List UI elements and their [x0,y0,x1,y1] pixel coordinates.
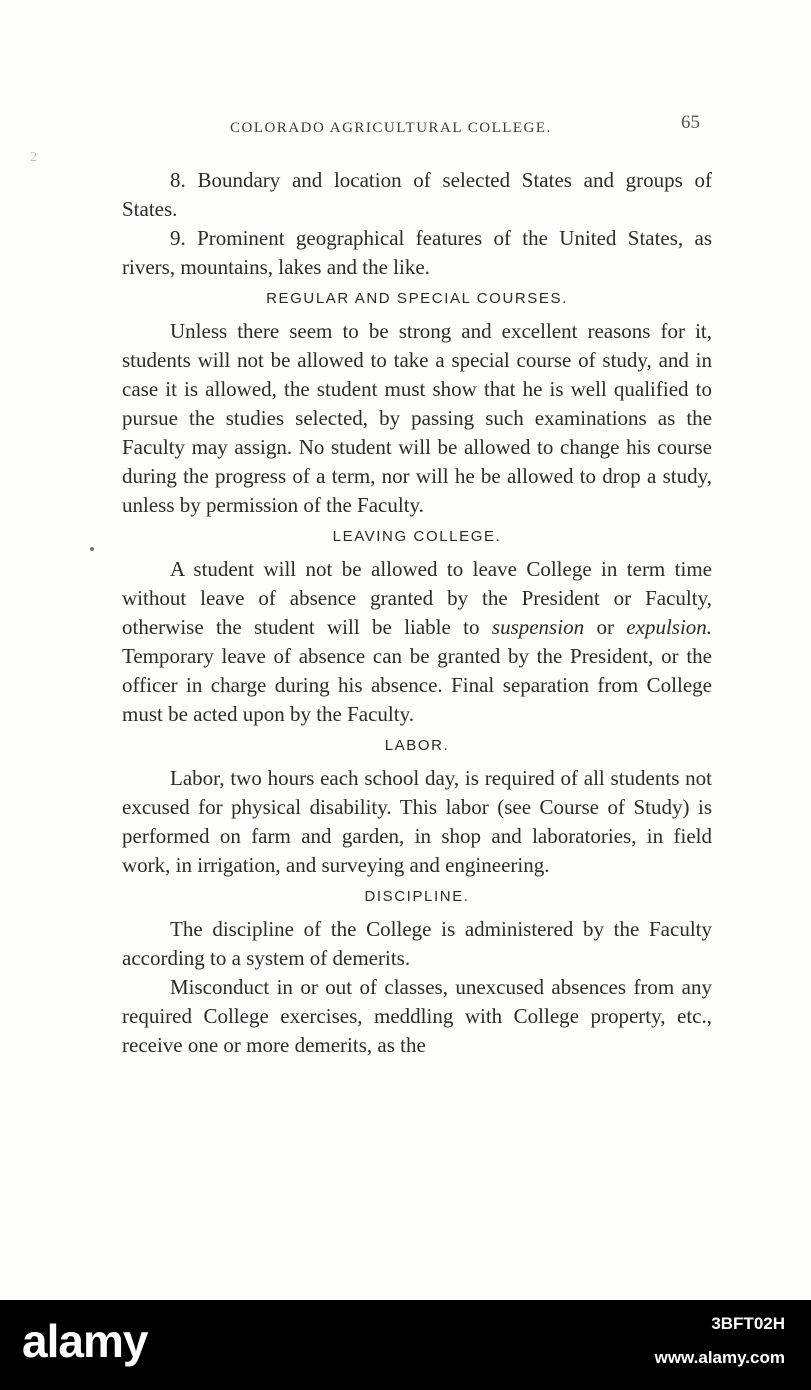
leaving-or: or [596,615,614,639]
emphasis-expulsion: expulsion. [626,615,713,639]
alamy-logo: alamy [22,1315,148,1367]
watermark-banner [0,1300,811,1390]
margin-pencil-mark: 2 [30,150,37,165]
running-title: COLORADO AGRICULTURAL COLLEGE. [230,120,552,136]
leaving-text-before: A student will not be allowed to leave College in term time without leave of absence granted by the President or Faculty, otherwise the student will be liable to [122,557,712,639]
list-item-9: 9. Prominent geographical features of the United States, as rivers, mountains, lakes and the like. [122,226,712,279]
watermark-url: www.alamy.com [654,1348,785,1367]
section-heading-regular-special-courses: REGULAR AND SPECIAL COURSES. [266,290,568,307]
image-id: 3BFT02H [711,1314,785,1333]
paragraph-discipline-1: The discipline of the College is administered by the Faculty according to a system of demerits. [122,917,712,970]
list-item-8: 8. Boundary and location of selected States and groups of States. [122,168,712,221]
margin-dot [90,547,94,551]
paragraph-leaving-college [122,555,712,729]
page-number: 65 [681,112,700,133]
paragraph-regular-special-courses: Unless there seem to be strong and excellent reasons for it, students will not be allowed to take a special course of study, and in case it is allowed, the student must show that he is well qualified to pursue the studies selected, by passing such examinations as the Faculty may assign. No student will be allowed to change his course during the progress of a term, nor will he be allowed to drop a study, unless by permission of the Faculty. [122,319,712,517]
paragraph-discipline-2: Misconduct in or out of classes, unexcused absences from any required College exercises, meddling with College property, etc., receive one or more demerits, as the [122,975,712,1057]
paragraph-labor: Labor, two hours each school day, is required of all students not excused for physical disability. This labor (see Course of Study) is performed on farm and garden, in shop and laboratories, in field work, in irrigation, and surveying and engineering. [122,766,712,877]
leaving-text-after: Temporary leave of absence can be granted by the President, or the officer in charge during his absence. Final separation from College must be acted upon by the Faculty. [122,644,712,726]
section-heading-labor: LABOR. [384,737,450,754]
page-content [122,108,712,1060]
section-heading-leaving-college: LEAVING COLLEGE. [332,528,502,545]
section-heading-discipline: DISCIPLINE. [364,888,470,905]
running-head [122,108,712,148]
emphasis-suspension: suspension [491,615,585,639]
